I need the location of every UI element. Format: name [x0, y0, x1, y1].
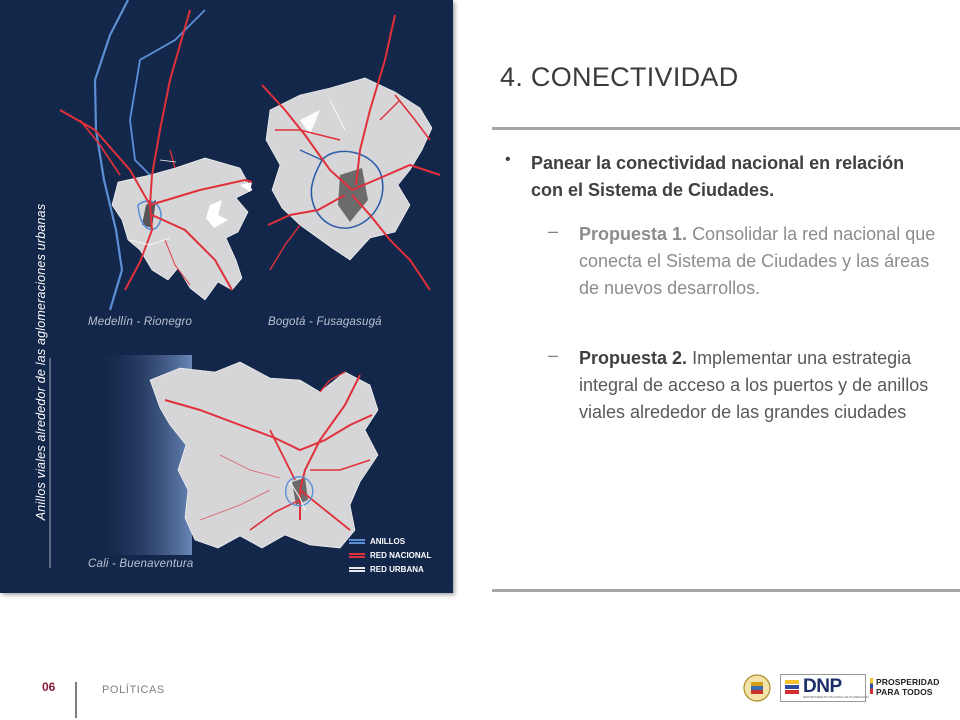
bullet-dot-icon: •	[505, 151, 511, 168]
map-label-bogota: Bogotá - Fusagasugá	[268, 316, 382, 328]
content-bottom-divider	[492, 589, 960, 592]
proposal-1-text: Consolidar la red nacional que conecta el Sistema de Ciudades y las áreas de nuevos desarrollos.	[579, 224, 936, 298]
legend-label-red-nacional: RED NACIONAL	[370, 551, 432, 560]
dash-icon: –	[548, 345, 559, 365]
proposal-2-label: Propuesta 2.	[579, 348, 688, 368]
prosperidad-flag-icon	[870, 678, 873, 694]
footer-section-label: POLÍTICAS	[102, 684, 165, 696]
footer-logos	[740, 672, 940, 704]
map-medellin	[60, 0, 252, 310]
prosperidad-logo-text: PROSPERIDAD PARA TODOS	[876, 677, 940, 697]
coat-of-arms-icon	[740, 672, 774, 704]
dash-icon: –	[548, 221, 559, 241]
proposal-1	[579, 221, 941, 302]
main-bullet: Panear la conectividad nacional en relación con el Sistema de Ciudades.	[531, 153, 905, 200]
slide-title: 4. CONECTIVIDAD	[500, 62, 739, 92]
map-label-medellin: Medellín - Rionegro	[88, 316, 193, 328]
footer-divider	[75, 682, 77, 718]
legend-swatch-anillos	[349, 539, 365, 544]
map-cali	[92, 355, 378, 555]
title-divider	[492, 127, 960, 130]
legend-label-red-urbana: RED URBANA	[370, 565, 424, 574]
page-number: 06	[42, 680, 56, 694]
dnp-logo-text: DNP	[803, 676, 842, 697]
dnp-logo-subtext: DEPARTAMENTO NACIONAL DE PLANEACIÓN	[803, 695, 869, 699]
maps-illustration	[0, 0, 453, 593]
maps-panel	[0, 0, 453, 593]
map-label-cali: Cali - Buenaventura	[88, 558, 194, 570]
proposal-2-text: Implementar una estrategia integral de acceso a los puertos y de anillos viales alrededor de las grandes ciudades	[579, 348, 929, 422]
proposal-2	[579, 345, 941, 426]
legend-swatch-red-urbana	[349, 567, 365, 572]
maps-vertical-caption: Anillos viales alrededor de las aglomeraciones urbanas	[34, 203, 48, 521]
legend-swatch-red-nacional	[349, 553, 365, 558]
proposal-1-label: Propuesta 1.	[579, 224, 688, 244]
dnp-logo	[780, 674, 869, 702]
legend-label-anillos: ANILLOS	[370, 537, 406, 546]
map-bogota	[262, 15, 440, 290]
